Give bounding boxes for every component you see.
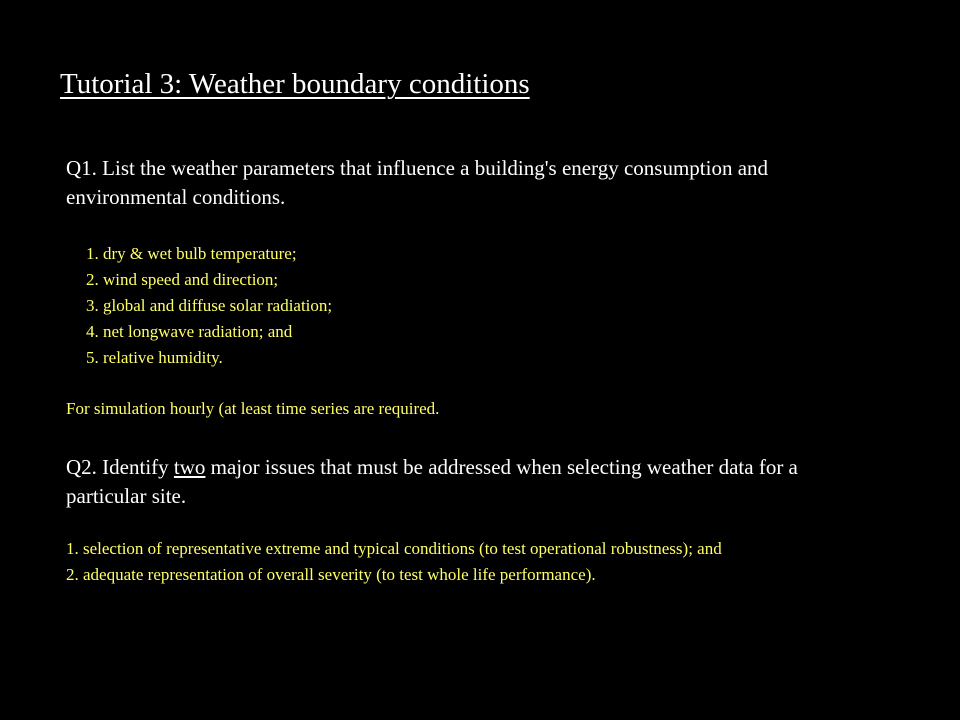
question-2-emphasis: two	[173, 455, 206, 479]
answer-item: 1. dry & wet bulb temperature;	[86, 244, 297, 263]
question-1-answer-list	[86, 241, 332, 371]
question-2-text-end: major issues that must be addressed when selecting weather data for a particular site.	[66, 455, 798, 508]
answer-item: 5. relative humidity.	[86, 348, 223, 367]
answer-item: 1. selection of representative extreme and typical conditions (to test operational robustness); and	[66, 539, 722, 558]
answer-item: 2. wind speed and direction;	[86, 270, 279, 289]
question-2	[66, 453, 846, 511]
question-2-answer-list	[66, 536, 846, 588]
answer-item: 3. global and diffuse solar radiation;	[86, 296, 333, 315]
question-2-text-start: Q2. Identify	[66, 455, 174, 479]
answer-item: 4. net longwave radiation; and	[86, 322, 293, 341]
question-1: Q1. List the weather parameters that influence a building's energy consumption and environmental conditions.	[66, 156, 769, 209]
simulation-note: For simulation hourly (at least time series are required.	[66, 399, 440, 418]
answer-item: 2. adequate representation of overall severity (to test whole life performance).	[66, 565, 596, 584]
slide-title: Tutorial 3: Weather boundary conditions	[60, 68, 530, 100]
